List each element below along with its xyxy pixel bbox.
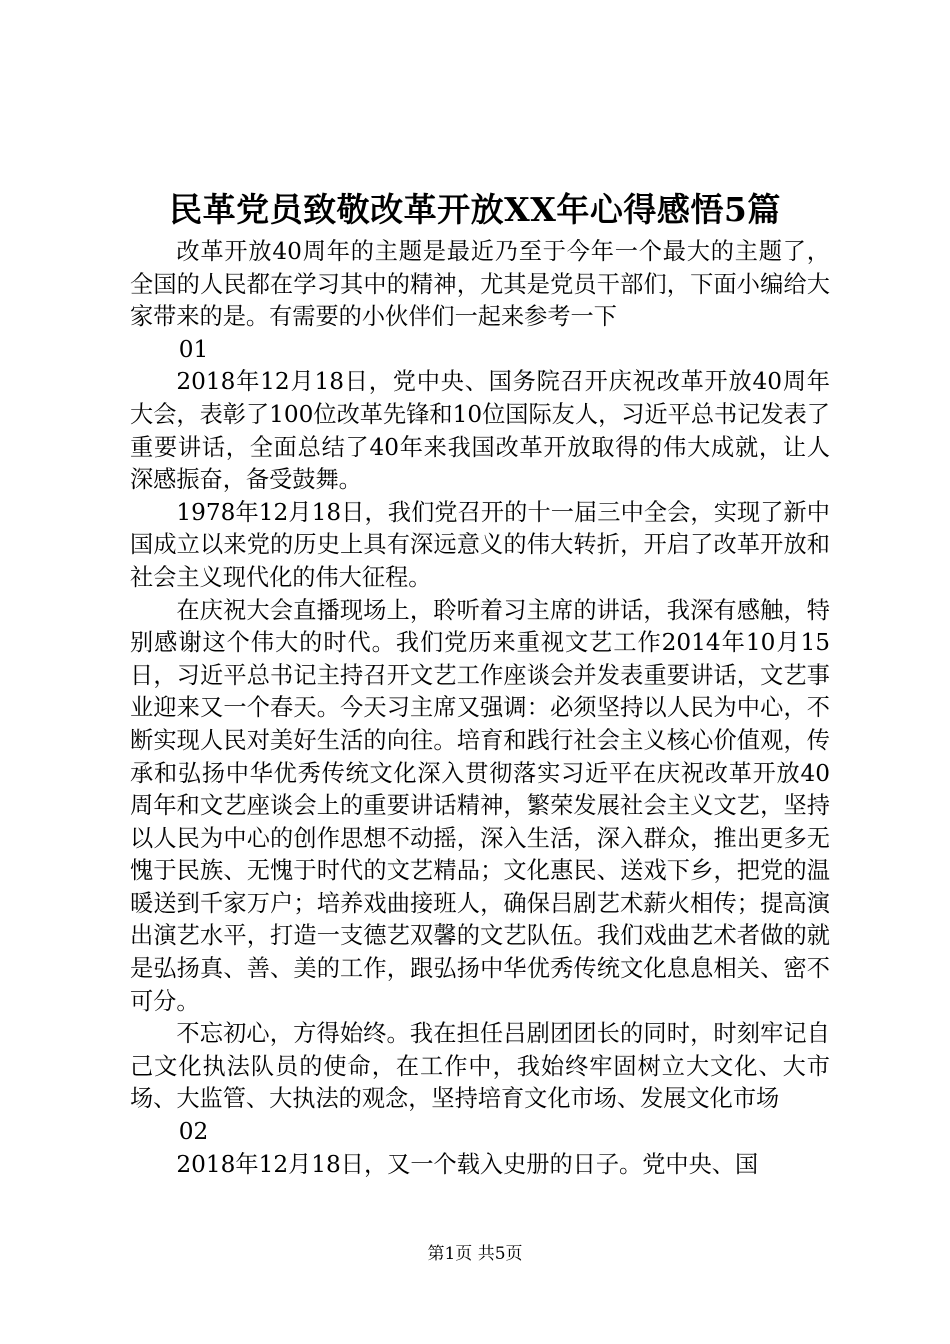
body-paragraph: 1978年12月18日，我们党召开的十一届三中全会，实现了新中国成立以来党的历史上具有深远意义的伟大转折，开启了改革开放和社会主义现代化的伟大征程。 <box>130 498 830 591</box>
page-number-footer: 第1页 共5页 <box>427 1244 523 1264</box>
body-paragraph: 在庆祝大会直播现场上，聆听着习主席的讲话，我深有感触，特别感谢这个伟大的时代。我们党历来重视文艺工作2014年10月15日，习近平总书记主持召开文艺工作座谈会并发表重要讲话，文艺事业迎来又一个春天。今天习主席又强调：必须坚持以人民为中心，不断实现人民对美好生活的向往。培育和践行社会主义核心价值观，传承和弘扬中华优秀传统文化深入贯彻落实习近平在庆祝改革开放40周年和文艺座谈会上的重要讲话精神，繁荣发展社会主义文艺，坚持以人民为中心的创作思想不动摇，深入生活，深入群众，推出更多无愧于民族、无愧于时代的文艺精品；文化惠民、送戏下乡，把党的温暖送到千家万户；培养戏曲接班人，确保吕剧艺术薪火相传；提高演出演艺水平，打造一支德艺双馨的文艺队伍。我们戏曲艺术者做的就是弘扬真、善、美的工作，跟弘扬中华优秀传统文化息息相关、密不可分。 <box>130 596 830 1015</box>
document-title: 民革党员致敬改革开放XX年心得感悟5篇 <box>169 190 781 229</box>
body-paragraph: 2018年12月18日，党中央、国务院召开庆祝改革开放40周年大会，表彰了100位改革先锋和10位国际友人，习近平总书记发表了重要讲话，全面总结了40年来我国改革开放取得的伟大成就，让人深感振奋，备受鼓舞。 <box>130 368 830 494</box>
intro-paragraph: 改革开放40周年的主题是最近乃至于今年一个最大的主题了，全国的人民都在学习其中的精神，尤其是党员干部们，下面小编给大家带来的是。有需要的小伙伴们一起来参考一下 <box>130 238 830 331</box>
document-body <box>130 236 830 1181</box>
section-marker-01: 01 <box>178 335 209 363</box>
section-marker-02: 02 <box>178 1118 209 1146</box>
body-paragraph: 不忘初心，方得始终。我在担任吕剧团团长的同时，时刻牢记自己文化执法队员的使命，在工作中，我始终牢固树立大文化、大市场、大监管、大执法的观念，坚持培育文化市场、发展文化市场 <box>130 1020 830 1113</box>
body-paragraph: 2018年12月18日，又一个载入史册的日子。党中央、国 <box>176 1150 759 1178</box>
